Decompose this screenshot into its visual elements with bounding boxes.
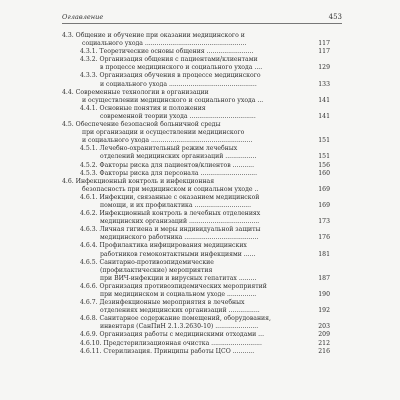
toc-line (62, 259, 330, 267)
toc-entry-page: 173 (318, 218, 330, 226)
toc-entry-text: 4.6.10. Предстерилизационная очистка .......................... (80, 339, 262, 347)
toc-entry-page: 176 (318, 234, 330, 242)
toc-line (62, 178, 330, 186)
toc-entry-text: 4.3.1. Теоретические основы общения ........................ (80, 48, 254, 56)
toc-entry-page: 133 (318, 80, 330, 88)
toc-entry-text: безопасность при медицинском и социальном уходе .. (82, 185, 259, 193)
toc-line (62, 48, 330, 56)
toc-entry-text: медицинских организаций .................................... (100, 218, 260, 226)
toc-line (62, 299, 330, 307)
table-of-contents (62, 32, 330, 356)
toc-line (62, 105, 330, 113)
toc-entry-text: при медицинском и социальном уходе ............... (100, 291, 257, 298)
toc-entry-text: инвентаря (СанПиН 2.1.3.2630-10) ...................... (100, 323, 259, 331)
toc-entry-page: 151 (318, 153, 330, 161)
toc-entry-page: 212 (318, 339, 330, 347)
toc-entry-text: современной теории ухода .................................. (100, 112, 256, 120)
toc-line (62, 210, 330, 218)
toc-line (62, 242, 330, 250)
toc-entry-page: 129 (318, 64, 330, 72)
toc-entry-text: 4.3.2. Организация общения с пациентами/клиентами (80, 56, 258, 64)
toc-entry-text: при ВИЧ-инфекции и вирусных гепатитах ......... (100, 274, 257, 282)
toc-line (62, 32, 330, 40)
toc-line (62, 315, 330, 323)
toc-entry-page: 141 (318, 112, 330, 120)
toc-entry-text: и социального ухода ............................................. (100, 80, 257, 88)
toc-entry-page: 209 (318, 331, 330, 339)
toc-line (62, 251, 330, 259)
toc-entry-text: помощи, и их профилактика ............................. (100, 201, 252, 209)
toc-line (62, 153, 330, 161)
toc-entry-page: 156 (318, 161, 330, 169)
toc-line (62, 81, 330, 89)
toc-entry-page: 216 (318, 347, 330, 355)
toc-line (62, 307, 330, 315)
toc-entry-text: при организации и осуществлении медицинского (82, 129, 245, 137)
toc-entry-page: 181 (318, 250, 330, 258)
toc-entry-page: 141 (318, 96, 330, 104)
toc-entry-page: 117 (318, 40, 330, 48)
toc-line (62, 226, 330, 234)
toc-line (62, 129, 330, 137)
toc-entry-text: работников гемоконтактными инфекциями ...... (100, 250, 256, 258)
toc-entry-text: 4.6.11. Стерилизация. Принципы работы ЦСО ........... (80, 347, 255, 355)
toc-entry-text: 4.6.1. Инфекции, связанные с оказанием медицинской (80, 193, 260, 201)
toc-entry-text: 4.3. Общение и обучение при оказании медицинского и (62, 32, 245, 39)
toc-entry-text: 4.6. Инфекционный контроль и инфекционная (62, 177, 215, 185)
toc-entry-page: 187 (318, 274, 330, 282)
toc-entry-text: 4.5.3. Факторы риска для персонала ............................. (80, 169, 258, 177)
toc-line (62, 275, 330, 283)
toc-line (62, 267, 330, 275)
toc-entry-text: 4.6.5. Санитарно-противоэпидемические (80, 258, 214, 266)
toc-line (62, 283, 330, 291)
toc-entry-text: 4.6.9. Организация работы с медицинскими отходами ... (80, 331, 265, 339)
toc-entry-text: медицинского работника ...................................... (100, 234, 259, 242)
toc-line (62, 56, 330, 64)
toc-entry-text: 4.4. Современные технологии в организации (62, 88, 209, 96)
toc-entry-text: 4.5.1. Лечебно-охранительный режим лечебных (80, 145, 238, 153)
toc-line (62, 40, 330, 48)
toc-entry-text: отделениях медицинских организаций ................ (100, 307, 260, 315)
toc-entry-page: 160 (318, 169, 330, 177)
toc-entry-text: (профилактические) мероприятия (100, 266, 213, 274)
toc-line (62, 194, 330, 202)
toc-line (62, 202, 330, 210)
toc-entry-page: 169 (318, 201, 330, 209)
toc-line (62, 64, 330, 72)
toc-line (62, 234, 330, 242)
toc-entry-text: 4.6.4. Профилактика инфицирования медицинских (80, 242, 247, 250)
running-header (62, 12, 342, 24)
toc-entry-text: социального ухода .................................................... (82, 40, 247, 48)
toc-entry-page: 151 (318, 137, 330, 145)
toc-line (62, 113, 330, 121)
running-header-title: Оглавление (62, 13, 104, 21)
toc-entry-page: 203 (318, 323, 330, 331)
toc-line (62, 89, 330, 97)
toc-entry-page: 117 (318, 48, 330, 56)
toc-entry-text: 4.6.3. Личная гигиена и меры индивидуальной защиты (80, 226, 261, 234)
toc-line (62, 291, 330, 299)
toc-line (62, 72, 330, 80)
toc-entry-page: 190 (318, 291, 330, 298)
toc-entry-text: и осуществлении медицинского и социального ухода ... (82, 96, 264, 104)
toc-line (62, 170, 330, 178)
toc-entry-text: 4.4.1. Основные понятия и положения (80, 104, 206, 112)
toc-entry-text: отделений медицинских организаций ................ (100, 153, 257, 161)
toc-line (62, 340, 330, 348)
toc-line (62, 121, 330, 129)
toc-line (62, 97, 330, 105)
toc-entry-text: 4.6.2. Инфекционный контроль в лечебных отделениях (80, 210, 261, 218)
page-number: 453 (328, 13, 342, 21)
toc-entry-page: 192 (318, 307, 330, 315)
toc-line (62, 323, 330, 331)
toc-line (62, 145, 330, 153)
toc-line (62, 137, 330, 145)
toc-line (62, 348, 330, 356)
toc-entry-text: 4.5.2. Факторы риска для пациентов/клиентов ........... (80, 161, 255, 169)
toc-entry-text: 4.3.3. Организация обучения в процессе медицинского (80, 72, 261, 80)
toc-line (62, 186, 330, 194)
toc-entry-text: в процессе медицинского и социального ухода .... (100, 64, 263, 72)
toc-line (62, 162, 330, 170)
toc-entry-text: 4.5. Обеспечение безопасной больничной среды (62, 121, 221, 129)
toc-entry-text: и социального ухода .................................................... (82, 137, 253, 145)
toc-entry-text: 4.6.7. Дезинфекционные мероприятия в лечебных (80, 299, 245, 307)
toc-entry-text: 4.6.8. Санитарное содержание помещений, оборудования, (80, 315, 271, 323)
toc-entry-page: 169 (318, 185, 330, 193)
toc-line (62, 331, 330, 339)
toc-line (62, 218, 330, 226)
toc-entry-text: 4.6.6. Организация противоэпидемических мероприятий (80, 282, 267, 290)
